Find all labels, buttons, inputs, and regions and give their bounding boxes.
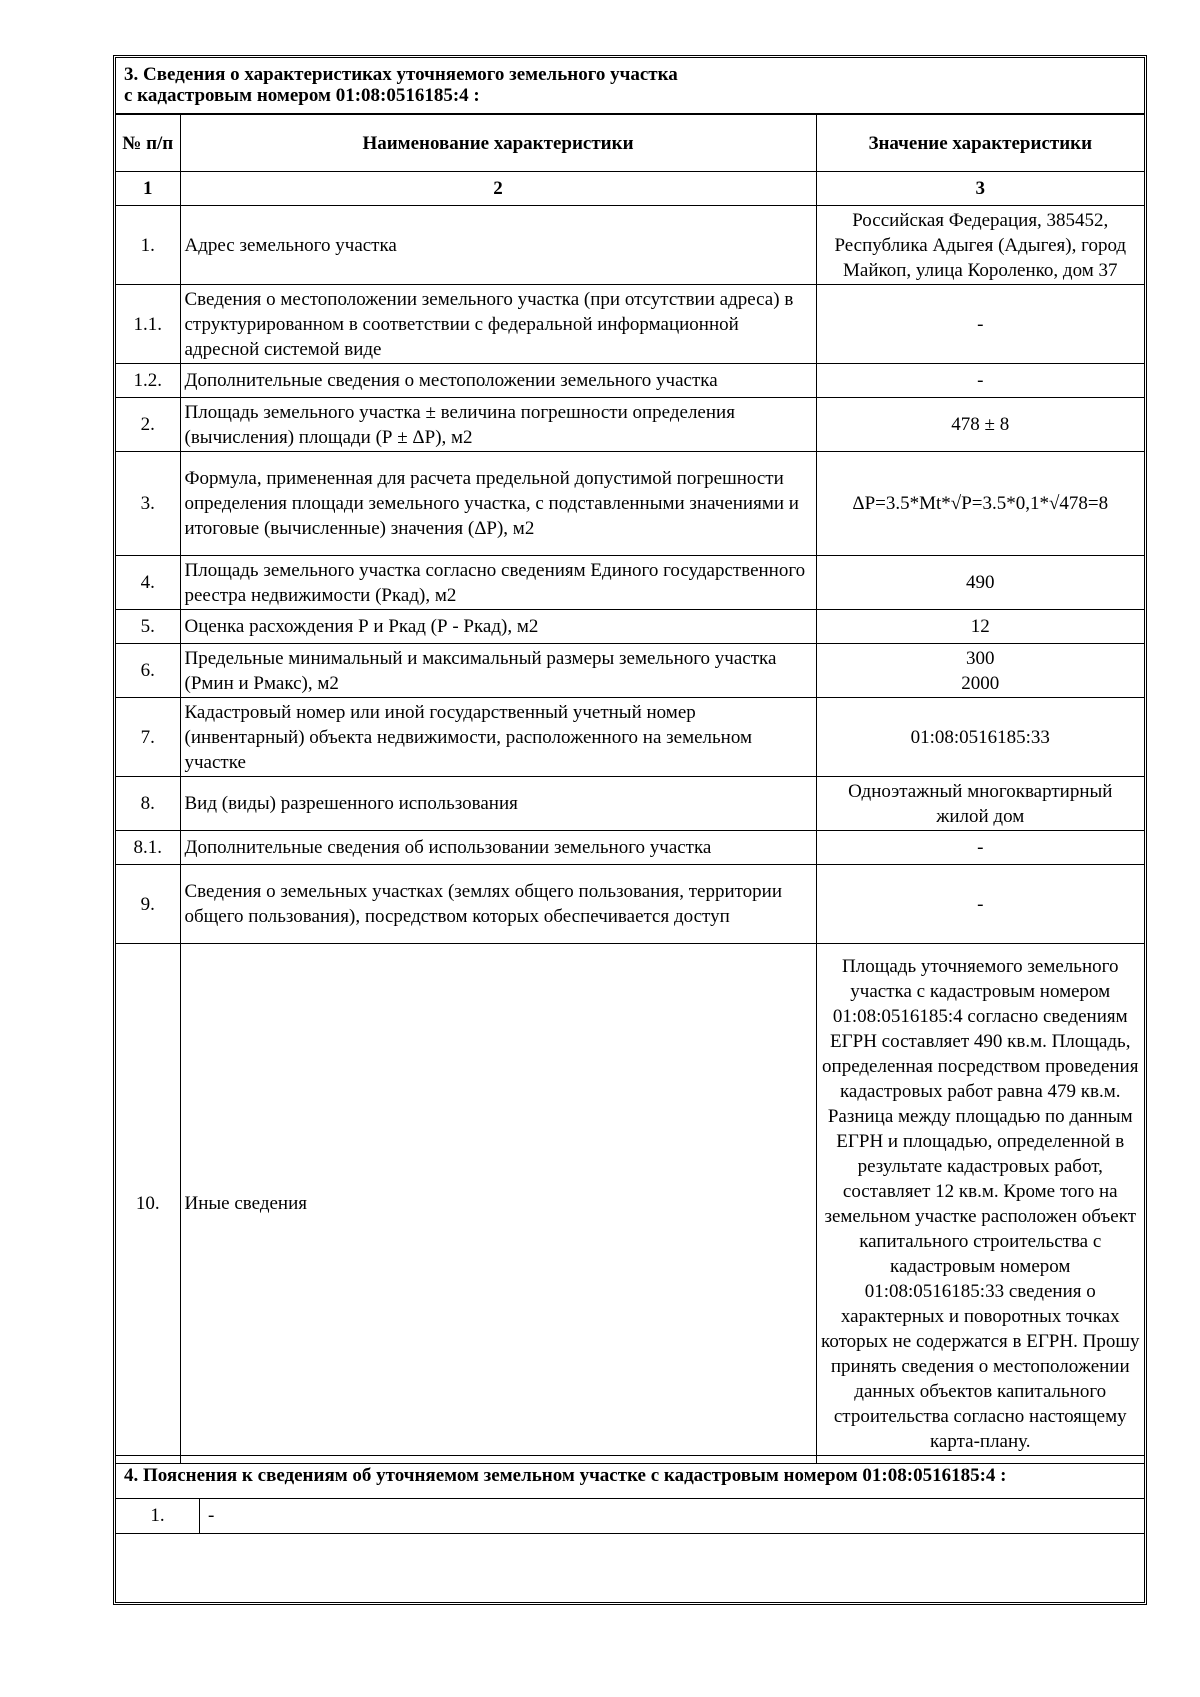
row-num: 2. xyxy=(116,398,180,452)
header-value: Значение характеристики xyxy=(816,115,1144,172)
table-row xyxy=(116,610,1144,644)
row-name: Дополнительные сведения об использовании земельного участка xyxy=(180,831,816,865)
table-row xyxy=(116,865,1144,944)
section4-row-num: 1. xyxy=(116,1499,200,1533)
row-name: Сведения о местоположении земельного участка (при отсутствии адреса) в структурированном в соответствии с федеральной информационной адресной системой виде xyxy=(180,285,816,364)
table-row xyxy=(116,698,1144,777)
table-header-row xyxy=(116,115,1144,172)
section3-title-line2: с кадастровым номером 01:08:0516185:4 : xyxy=(124,85,480,106)
row-value: Площадь уточняемого земельного участка с кадастровым номером 01:08:0516185:4 согласно сведениям ЕГРН составляет 490 кв.м. Площадь, определенная посредством проведения кадастровых работ равна 479 кв.м. Разница между площадью по данным ЕГРН и площадью, определенной в результате кадастровых работ, составляет 12 кв.м. Кроме того на земельном участке расположен объект капитального строительства с кадастровым номером 01:08:0516185:33 сведения о характерных и поворотных точках которых не содержатся в ЕГРН. Прошу принять сведения о местоположении данных объектов капитального строительства согласно настоящему карта-плану. xyxy=(816,944,1144,1464)
section3-title-line1: 3. Сведения о характеристиках уточняемого земельного участка xyxy=(124,64,678,85)
table-row xyxy=(116,206,1144,285)
section3-title xyxy=(116,58,1144,114)
row-num: 3. xyxy=(116,452,180,556)
row-value: 478 ± 8 xyxy=(816,398,1144,452)
section4 xyxy=(116,1455,1144,1575)
row-num: 1. xyxy=(116,206,180,285)
column-number-2: 2 xyxy=(180,172,816,206)
row-num: 4. xyxy=(116,556,180,610)
row-value: - xyxy=(816,831,1144,865)
row-name: Сведения о земельных участках (землях общего пользования, территории общего пользования), посредством которых обеспечивается доступ xyxy=(180,865,816,944)
characteristics-table xyxy=(116,114,1144,1464)
column-number-1: 1 xyxy=(116,172,180,206)
row-num: 8. xyxy=(116,777,180,831)
row-value: ΔР=3.5*Mt*√P=3.5*0,1*√478=8 xyxy=(816,452,1144,556)
row-num: 8.1. xyxy=(116,831,180,865)
row-name: Иные сведения xyxy=(180,944,816,1464)
table-row xyxy=(116,285,1144,364)
section4-row-value: - xyxy=(208,1505,215,1526)
row-name: Площадь земельного участка ± величина погрешности определения (вычисления) площади (Р ± ΔР), м2 xyxy=(180,398,816,452)
row-name: Кадастровый номер или иной государственный учетный номер (инвентарный) объекта недвижимости, расположенного на земельном участке xyxy=(180,698,816,777)
column-number-3: 3 xyxy=(816,172,1144,206)
row-value xyxy=(816,644,1144,698)
row-value-max: 2000 xyxy=(961,672,1000,694)
row-name: Площадь земельного участка согласно сведениям Единого государственного реестра недвижимости (Ркад), м2 xyxy=(180,556,816,610)
table-row xyxy=(116,831,1144,865)
document-frame xyxy=(113,55,1147,1605)
row-value: - xyxy=(816,865,1144,944)
row-num: 9. xyxy=(116,865,180,944)
row-value: Одноэтажный многоквартирный жилой дом xyxy=(816,777,1144,831)
row-num: 5. xyxy=(116,610,180,644)
row-value-min: 300 xyxy=(966,647,995,669)
row-value: 490 xyxy=(816,556,1144,610)
table-row xyxy=(116,364,1144,398)
row-name: Вид (виды) разрешенного использования xyxy=(180,777,816,831)
row-value: - xyxy=(816,285,1144,364)
section4-title: 4. Пояснения к сведениям об уточняемом земельном участке с кадастровым номером 01:08:0516185:4 : xyxy=(116,1455,1144,1499)
table-row xyxy=(116,777,1144,831)
section4-row xyxy=(116,1499,1144,1534)
row-value: Российская Федерация, 385452, Республика Адыгея (Адыгея), город Майкоп, улица Короленко, дом 37 xyxy=(816,206,1144,285)
row-name: Предельные минимальный и максимальный размеры земельного участка (Рмин и Рмакс), м2 xyxy=(180,644,816,698)
table-row xyxy=(116,452,1144,556)
row-num: 7. xyxy=(116,698,180,777)
table-row xyxy=(116,556,1144,610)
column-number-row xyxy=(116,172,1144,206)
row-value: 01:08:0516185:33 xyxy=(816,698,1144,777)
row-num: 6. xyxy=(116,644,180,698)
row-value: 12 xyxy=(816,610,1144,644)
row-num: 1.2. xyxy=(116,364,180,398)
row-num: 10. xyxy=(116,944,180,1464)
table-row xyxy=(116,644,1144,698)
row-name: Оценка расхождения Р и Ркад (Р - Ркад), м2 xyxy=(180,610,816,644)
row-name: Формула, примененная для расчета предельной допустимой погрешности определения площади земельного участка, с подставленными значениями и итоговые (вычисленные) значения (ΔР), м2 xyxy=(180,452,816,556)
header-num: № п/п xyxy=(116,115,180,172)
row-name: Адрес земельного участка xyxy=(180,206,816,285)
header-name: Наименование характеристики xyxy=(180,115,816,172)
row-num: 1.1. xyxy=(116,285,180,364)
row-value: - xyxy=(816,364,1144,398)
table-row xyxy=(116,944,1144,1464)
row-name: Дополнительные сведения о местоположении земельного участка xyxy=(180,364,816,398)
table-row xyxy=(116,398,1144,452)
